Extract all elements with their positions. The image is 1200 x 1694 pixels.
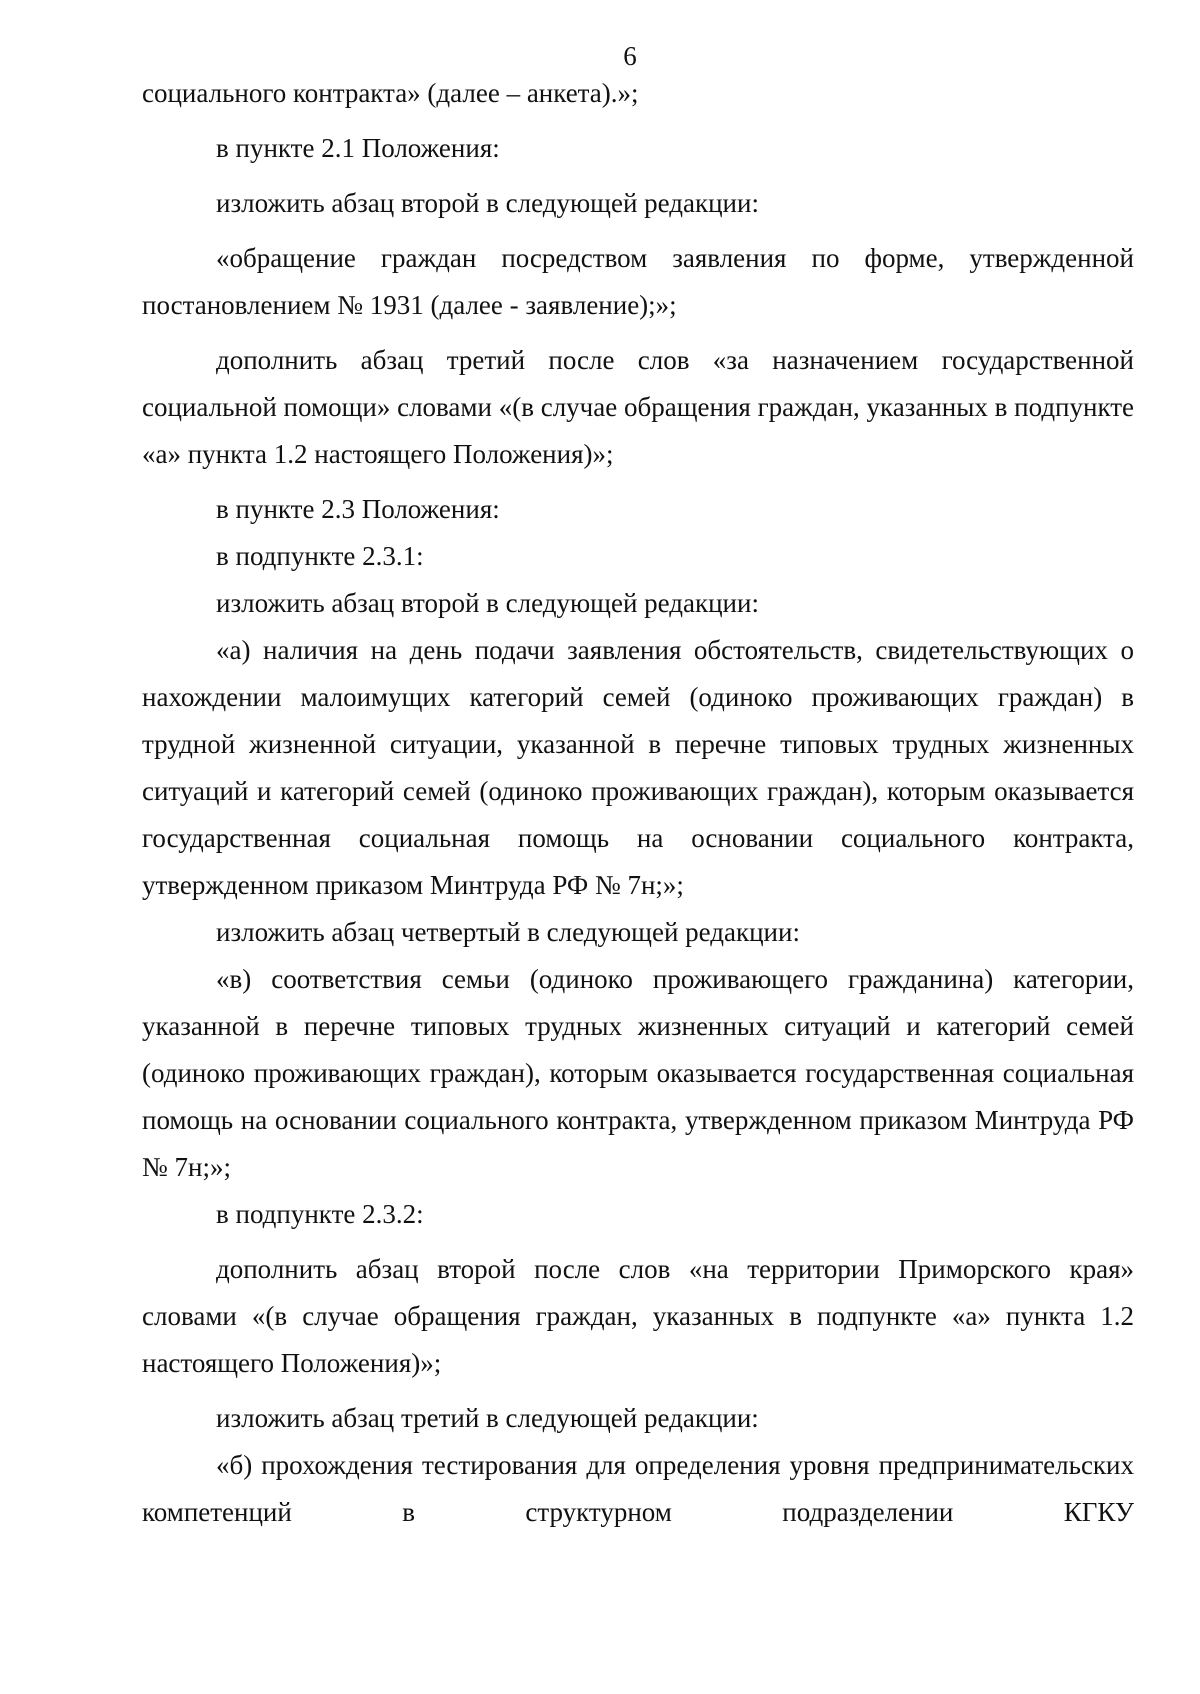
paragraph-item-2-3: в пункте 2.3 Положения:	[216, 494, 500, 524]
paragraph-supplement-second: дополнить абзац второй после слов «на территории Приморского края» словами «(в случае обращения граждан, указанных в подпункте «а» пункта 1.2 настоящего Положения)»;	[142, 1254, 1134, 1378]
paragraph-subitem-2-3-2: в подпункте 2.3.2:	[216, 1199, 424, 1229]
paragraph-edit-third: изложить абзац третий в следующей редакции:	[216, 1403, 759, 1433]
page-number: 6	[623, 41, 637, 71]
paragraph-quote-v: «в) соответствия семьи (одиноко проживающего гражданина) категории, указанной в перечне типовых трудных жизненных ситуаций и категорий семей (одиноко проживающих граждан), которым оказывается государственная социальная помощь на основании социального контракта, утвержденном приказом Минтруда РФ № 7н;»;	[142, 964, 1134, 1182]
paragraph-edit-second: изложить абзац второй в следующей редакции:	[216, 188, 759, 218]
paragraph-edit-second-2: изложить абзац второй в следующей редакции:	[216, 588, 759, 618]
paragraph-item-2-1: в пункте 2.1 Положения:	[216, 133, 500, 163]
document-body	[142, 70, 1134, 1536]
paragraph-edit-fourth: изложить абзац четвертый в следующей редакции:	[216, 917, 800, 947]
paragraph-continuation: социального контракта» (далее – анкета).»;	[142, 78, 639, 108]
paragraph-supplement-third: дополнить абзац третий после слов «за назначением государственной социальной помощи» словами «(в случае обращения граждан, указанных в подпункте «а» пункта 1.2 настоящего Положения)»;	[142, 345, 1134, 469]
paragraph-quote-a: «а) наличия на день подачи заявления обстоятельств, свидетельствующих о нахождении малоимущих категорий семей (одиноко проживающих граждан) в трудной жизненной ситуации, указанной в перечне типовых трудных жизненных ситуаций и категорий семей (одиноко проживающих граждан), которым оказывается государственная социальная помощь на основании социального контракта, утвержденном приказом Минтруда РФ № 7н;»;	[142, 635, 1134, 900]
paragraph-quote-b: «б) прохождения тестирования для определения уровня предпринимательских компетенций в структурном подразделении КГКУ	[142, 1450, 1134, 1527]
paragraph-quote-application: «обращение граждан посредством заявления по форме, утвержденной постановлением № 1931 (далее - заявление);»;	[142, 243, 1134, 320]
paragraph-subitem-2-3-1: в подпункте 2.3.1:	[216, 541, 424, 571]
